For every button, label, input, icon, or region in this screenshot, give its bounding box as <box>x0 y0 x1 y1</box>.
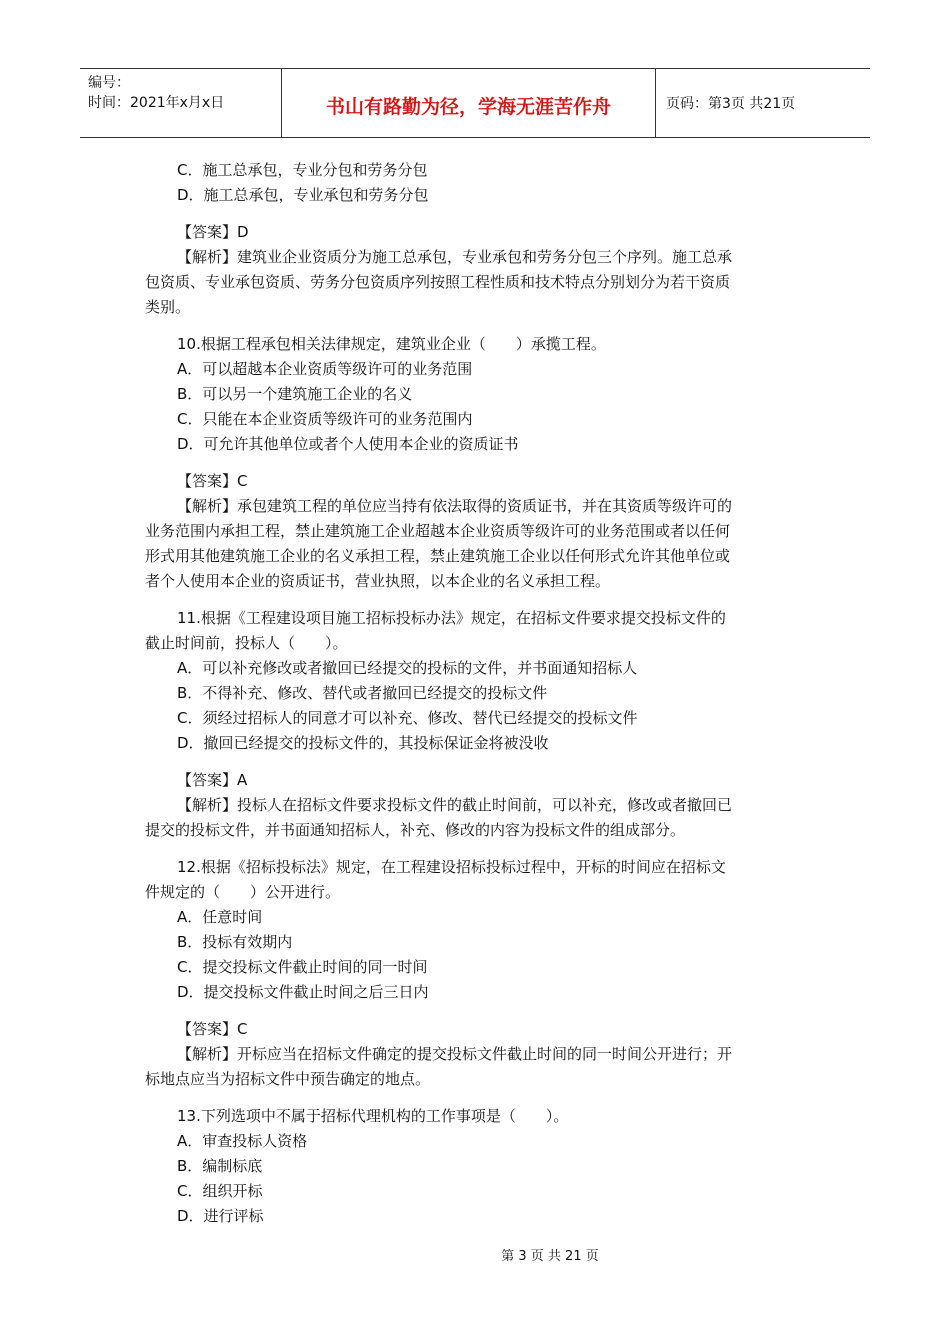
analysis-block <box>145 793 810 843</box>
analysis-line: 类别。 <box>145 298 191 316</box>
analysis-line: 提交的投标文件，并书面通知招标人，补充、修改的内容为投标文件的组成部分。 <box>145 821 686 839</box>
header-page-info: 页码：第3页 共21页 <box>666 96 796 112</box>
page-footer: 第 3 页 共 21 页 <box>501 1249 599 1264</box>
option-line: C．须经过招标人的同意才可以补充、修改、替代已经提交的投标文件 <box>177 709 638 727</box>
question-line: 11.根据《工程建设项目施工招标投标办法》规定，在招标文件要求提交投标文件的 <box>177 609 726 627</box>
header-motto: 书山有路勤为径，学海无涯苦作舟 <box>282 69 656 137</box>
question-line: 10.根据工程承包相关法律规定，建筑业企业（ ）承揽工程。 <box>177 335 606 353</box>
option-line: D．可允许其他单位或者个人使用本企业的资质证书 <box>177 435 519 453</box>
option-line: D．提交投标文件截止时间之后三日内 <box>177 983 429 1001</box>
option-line: A．可以补充修改或者撤回已经提交的投标的文件，并书面通知招标人 <box>177 659 638 677</box>
option-line: B．投标有效期内 <box>177 933 293 951</box>
analysis-block <box>145 494 810 594</box>
answer-line: 【答案】C <box>177 472 248 490</box>
option-line: A．任意时间 <box>177 908 263 926</box>
document-body <box>145 158 810 1229</box>
answer-line: 【答案】C <box>177 1020 248 1038</box>
header-number-label: 编号： <box>88 75 130 91</box>
option-line: C．组织开标 <box>177 1182 263 1200</box>
option-line: B．可以另一个建筑施工企业的名义 <box>177 385 413 403</box>
option-line: D．进行评标 <box>177 1207 264 1225</box>
header-time-label: 时间：2021年x月x日 <box>88 95 225 111</box>
question-line: 12.根据《招标投标法》规定，在工程建设招标投标过程中，开标的时间应在招标文 <box>177 858 726 876</box>
option-line: D．撤回已经提交的投标文件的，其投标保证金将被没收 <box>177 734 549 752</box>
option-line: A．审查投标人资格 <box>177 1132 308 1150</box>
analysis-line: 【解析】建筑业企业资质分为施工总承包，专业承包和劳务分包三个序列。施工总承 <box>177 248 733 266</box>
analysis-line: 业务范围内承担工程，禁止建筑施工企业超越本企业资质等级许可的业务范围或者以任何 <box>145 522 731 540</box>
option-line: D．施工总承包，专业承包和劳务分包 <box>177 186 429 204</box>
page-header <box>80 68 870 138</box>
analysis-line: 包资质、专业承包资质、劳务分包资质序列按照工程性质和技术特点分别划分为若干资质 <box>145 273 731 291</box>
option-line: B．不得补充、修改、替代或者撤回已经提交的投标文件 <box>177 684 548 702</box>
answer-line: 【答案】D <box>177 223 249 241</box>
question-line: 件规定的（ ）公开进行。 <box>145 883 341 901</box>
option-line: C．施工总承包，专业分包和劳务分包 <box>177 161 428 179</box>
analysis-line: 【解析】开标应当在招标文件确定的提交投标文件截止时间的同一时间公开进行；开 <box>177 1045 733 1063</box>
analysis-line: 者个人使用本企业的资质证书，营业执照，以本企业的名义承担工程。 <box>145 572 611 590</box>
question-line: 截止时间前，投标人（ ）。 <box>145 634 348 652</box>
analysis-line: 标地点应当为招标文件中预告确定的地点。 <box>145 1070 431 1088</box>
header-meta <box>80 69 282 137</box>
answer-line: 【答案】A <box>177 771 248 789</box>
analysis-line: 【解析】承包建筑工程的单位应当持有依法取得的资质证书，并在其资质等级许可的 <box>177 497 733 515</box>
analysis-block <box>145 1042 810 1092</box>
question-line: 13.下列选项中不属于招标代理机构的工作事项是（ ）。 <box>177 1107 569 1125</box>
analysis-line: 【解析】投标人在招标文件要求投标文件的截止时间前，可以补充，修改或者撤回已 <box>177 796 733 814</box>
option-line: A．可以超越本企业资质等级许可的业务范围 <box>177 360 473 378</box>
analysis-line: 形式用其他建筑施工企业的名义承担工程，禁止建筑施工企业以任何形式允许其他单位或 <box>145 547 731 565</box>
analysis-block <box>145 245 810 320</box>
option-line: C．提交投标文件截止时间的同一时间 <box>177 958 428 976</box>
option-line: B．编制标底 <box>177 1157 263 1175</box>
option-line: C．只能在本企业资质等级许可的业务范围内 <box>177 410 473 428</box>
